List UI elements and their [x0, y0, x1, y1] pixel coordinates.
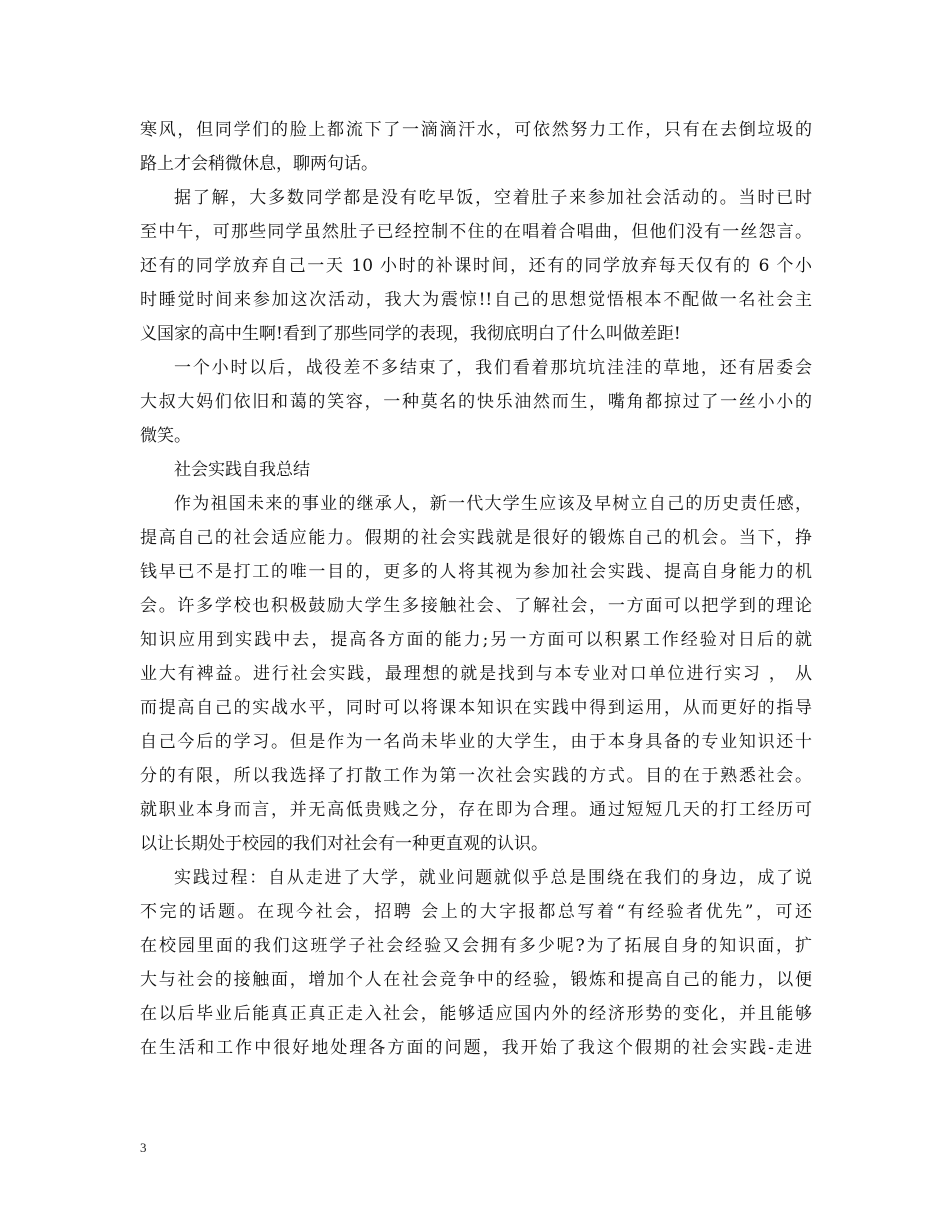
text-line-28: 在生活和工作中很好地处理各方面的问题，我开始了我这个假期的社会实践-走进	[140, 1038, 812, 1058]
text-line-20: 分的有限，所以我选择了打散工作为第一次社会实践的方式。目的在于熟悉社会。	[140, 766, 812, 786]
document-body	[140, 113, 812, 1065]
text-line-8: 一个小时以后，战役差不多结束了，我们看着那坑坑洼洼的草地，还有居委会	[174, 358, 812, 378]
text-line-18: 而提高自己的实战水平，同时可以将课本知识在实践中得到运用，从而更好的指导	[140, 698, 812, 718]
text-line-3: 据了解，大多数同学都是没有吃早饭，空着肚子来参加社会活动的。当时已时	[174, 188, 812, 208]
text-line-10: 微笑。	[140, 426, 191, 446]
text-line-21: 就职业本身而言，并无高低贵贱之分，存在即为合理。通过短短几天的打工经历可	[140, 800, 812, 820]
text-line-15: 会。许多学校也积极鼓励大学生多接触社会、了解社会，一方面可以把学到的理论	[140, 596, 812, 616]
text-line-1: 寒风，但同学们的脸上都流下了一滴滴汗水，可依然努力工作，只有在去倒垃圾的	[140, 120, 812, 140]
text-line-13: 提高自己的社会适应能力。假期的社会实践就是很好的锻炼自己的机会。当下，挣	[140, 528, 812, 548]
text-line-17: 业大有裨益。进行社会实践，最理想的就是找到与本专业对口单位进行实习 ， 从	[140, 664, 812, 684]
text-line-19: 自己今后的学习。但是作为一名尚未毕业的大学生，由于本身具备的专业知识还十	[140, 732, 812, 752]
text-line-14: 钱早已不是打工的唯一目的，更多的人将其视为参加社会实践、提高自身能力的机	[140, 562, 812, 582]
text-line-26: 大与社会的接触面，增加个人在社会竞争中的经验，锻炼和提高自己的能力，以便	[140, 970, 812, 990]
page-number: 3	[140, 1140, 147, 1155]
section-heading: 社会实践自我总结	[174, 460, 310, 480]
text-line-23: 实践过程：自从走进了大学，就业问题就似乎总是围绕在我们的身边，成了说	[174, 868, 812, 888]
text-line-6: 时睡觉时间来参加这次活动，我大为震惊!!自己的思想觉悟根本不配做一名社会主	[140, 290, 812, 310]
text-line-2: 路上才会稍微休息，聊两句话。	[140, 154, 378, 174]
text-line-4: 至中午，可那些同学虽然肚子已经控制不住的在唱着合唱曲，但他们没有一丝怨言。	[140, 222, 812, 242]
text-line-5: 还有的同学放弃自己一天 10 小时的补课时间，还有的同学放弃每天仅有的 6 个小	[140, 256, 812, 276]
text-line-9: 大叔大妈们依旧和蔼的笑容，一种莫名的快乐油然而生，嘴角都掠过了一丝小小的	[140, 392, 812, 412]
text-line-25: 在校园里面的我们这班学子社会经验又会拥有多少呢?为了拓展自身的知识面，扩	[140, 936, 812, 956]
text-line-27: 在以后毕业后能真正真正走入社会，能够适应国内外的经济形势的变化，并且能够	[140, 1004, 812, 1024]
text-line-22: 以让长期处于校园的我们对社会有一种更直观的认识。	[140, 834, 548, 854]
text-line-12: 作为祖国未来的事业的继承人，新一代大学生应该及早树立自己的历史责任感，	[174, 494, 812, 514]
text-line-7: 义国家的高中生啊!看到了那些同学的表现，我彻底明白了什么叫做差距!	[140, 324, 681, 344]
text-line-24: 不完的话题。在现今社会，招聘 会上的大字报都总写着“有经验者优先”，可还	[140, 902, 812, 922]
text-line-16: 知识应用到实践中去，提高各方面的能力;另一方面可以积累工作经验对日后的就	[140, 630, 812, 650]
